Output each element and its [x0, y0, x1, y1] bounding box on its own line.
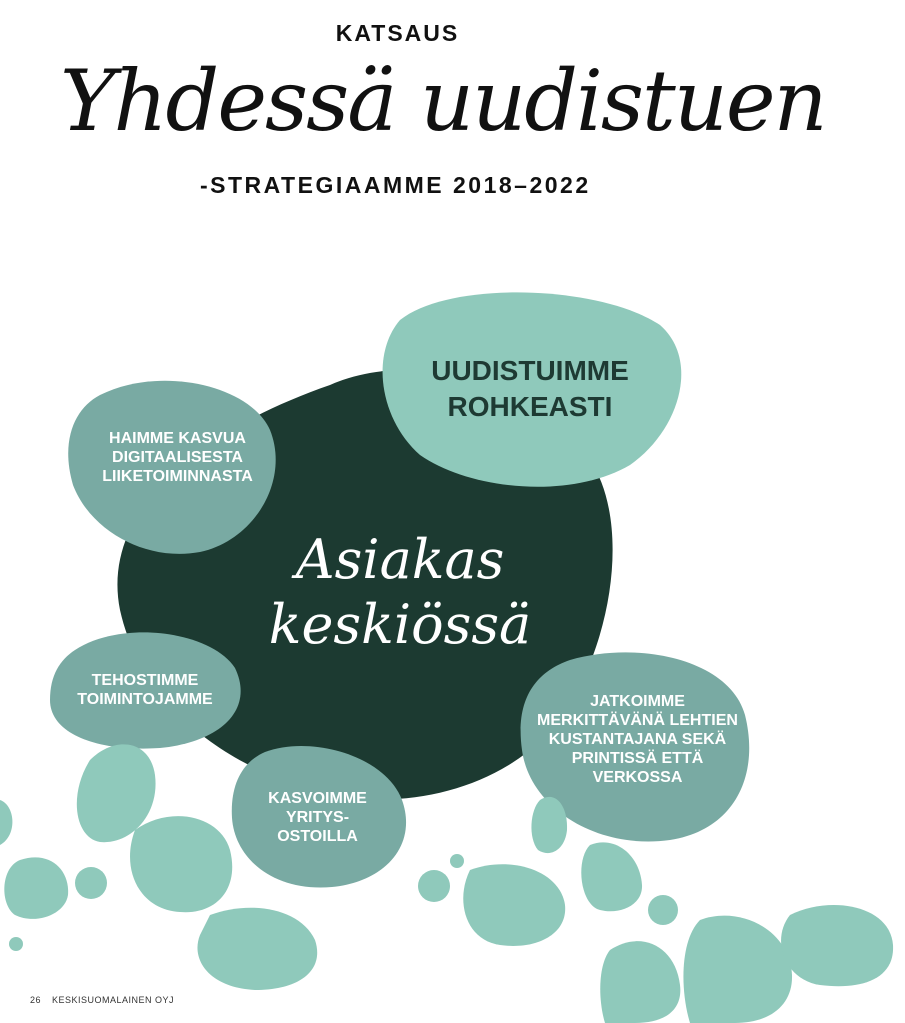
page-title: Yhdessä uudistuen — [60, 52, 826, 150]
bubble-label-kasvu-digi: HAIMME KASVUA DIGITAALISESTA LIIKETOIMINNASTA — [102, 430, 253, 485]
bubble-label-uudistuimme: UUDISTUIMME ROHKEASTI — [431, 355, 629, 423]
page-subtitle: -STRATEGIAAMME 2018–2022 — [200, 172, 591, 198]
bubble-label-jatkoimme: JATKOIMME MERKITTÄVÄNÄ LEHTIEN KUSTANTAJANA SEKÄ PRINTISSÄ ETTÄ VERKOSSA — [537, 693, 738, 786]
page-footer — [30, 995, 174, 1005]
bubble-label-kasvoimme: KASVOIMME YRITYS- OSTOILLA — [268, 790, 367, 845]
publisher-name: KESKISUOMALAINEN OYJ — [52, 995, 175, 1005]
section-kicker: KATSAUS — [335, 20, 460, 46]
center-label: Asiakas keskiössä — [268, 528, 532, 656]
bubble-label-tehostimme: TEHOSTIMME TOIMINTOJAMME — [77, 672, 213, 708]
page-number: 26 — [30, 995, 42, 1005]
